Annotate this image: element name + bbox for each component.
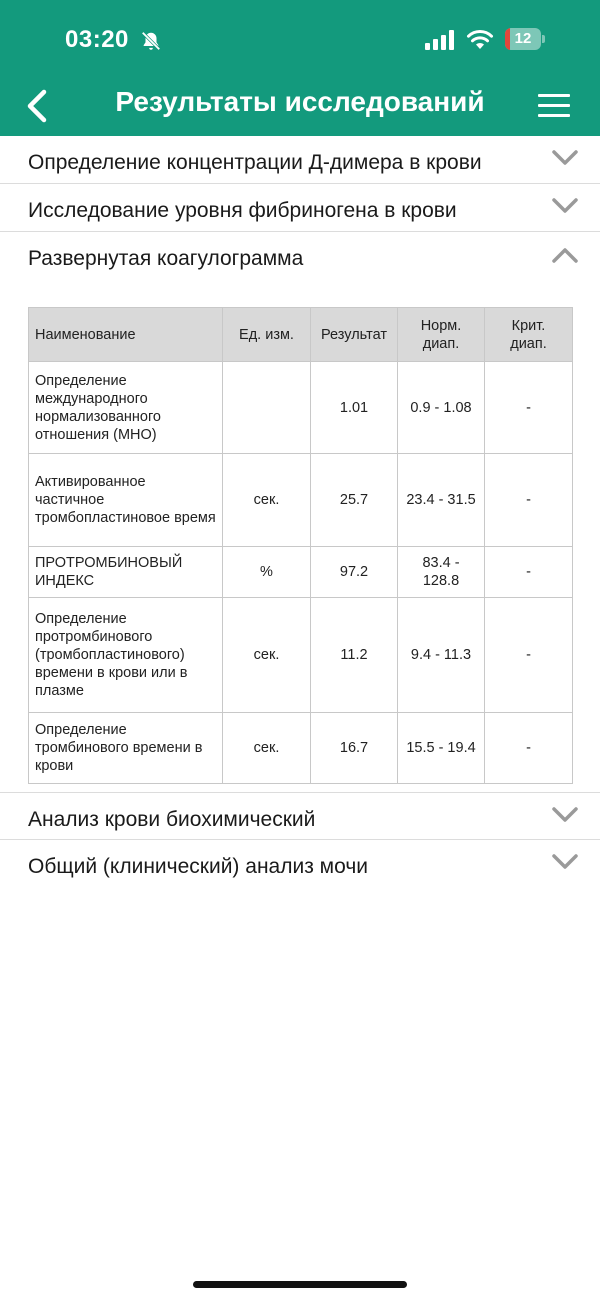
cell-unit: сек. xyxy=(223,454,311,547)
cell-crit: - xyxy=(485,713,573,784)
cell-result: 25.7 xyxy=(311,454,398,547)
cell-norm: 23.4 - 31.5 xyxy=(398,454,485,547)
wifi-icon xyxy=(466,28,494,50)
cell-crit: - xyxy=(485,547,573,598)
hamburger-menu-icon[interactable] xyxy=(538,92,574,120)
cellular-signal-icon xyxy=(424,30,456,50)
cell-crit: - xyxy=(485,362,573,454)
page-title: Результаты исследований xyxy=(115,86,485,117)
battery-level: 12 xyxy=(514,30,532,47)
column-header-norm: Норм. диап. xyxy=(398,308,485,362)
results-table xyxy=(28,307,573,784)
column-header-unit: Ед. изм. xyxy=(223,308,311,362)
table-row xyxy=(29,713,573,784)
home-indicator[interactable] xyxy=(193,1281,407,1288)
chevron-down-icon[interactable] xyxy=(550,850,580,872)
cell-name: Определение тромбинового времени в крови xyxy=(29,713,223,784)
chevron-down-icon[interactable] xyxy=(550,803,580,825)
cell-name: Активированное частичное тромбопластиновое время xyxy=(29,454,223,547)
section-d-dimer[interactable] xyxy=(0,136,600,184)
column-header-name: Наименование xyxy=(29,308,223,362)
chevron-down-icon[interactable] xyxy=(550,194,580,216)
cell-norm: 0.9 - 1.08 xyxy=(398,362,485,454)
cell-norm: 15.5 - 19.4 xyxy=(398,713,485,784)
section-biochemistry[interactable] xyxy=(0,793,600,840)
cell-norm: 9.4 - 11.3 xyxy=(398,598,485,713)
section-title: Анализ крови биохимический xyxy=(28,808,316,831)
status-time: 03:20 xyxy=(65,26,129,53)
bell-slash-icon xyxy=(140,30,162,52)
battery-charging-icon xyxy=(505,28,545,50)
cell-crit: - xyxy=(485,598,573,713)
cell-name: Определение международного нормализованного отношения (МНО) xyxy=(29,362,223,454)
table-row xyxy=(29,547,573,598)
section-urinalysis[interactable] xyxy=(0,840,600,888)
table-header-row xyxy=(29,308,573,362)
cell-name: Определение протромбинового (тромбопластинового) времени в крови или в плазме xyxy=(29,598,223,713)
table-row xyxy=(29,598,573,713)
section-title: Определение концентрации Д-димера в крови xyxy=(28,151,482,174)
chevron-down-icon[interactable] xyxy=(550,146,580,168)
cell-unit xyxy=(223,362,311,454)
chevron-up-icon[interactable] xyxy=(550,244,580,266)
cell-result: 11.2 xyxy=(311,598,398,713)
section-title: Развернутая коагулограмма xyxy=(28,247,304,270)
column-header-crit: Крит. диап. xyxy=(485,308,573,362)
app-header xyxy=(0,0,600,136)
cell-unit: % xyxy=(223,547,311,598)
cell-result: 16.7 xyxy=(311,713,398,784)
cell-crit: - xyxy=(485,454,573,547)
cell-norm: 83.4 - 128.8 xyxy=(398,547,485,598)
section-title: Общий (клинический) анализ мочи xyxy=(28,855,368,878)
cell-result: 1.01 xyxy=(311,362,398,454)
cell-unit: сек. xyxy=(223,713,311,784)
table-row xyxy=(29,454,573,547)
section-title: Исследование уровня фибриногена в крови xyxy=(28,199,457,222)
cell-result: 97.2 xyxy=(311,547,398,598)
section-fibrinogen[interactable] xyxy=(0,184,600,232)
cell-name: ПРОТРОМБИНОВЫЙ ИНДЕКС xyxy=(29,547,223,598)
table-row xyxy=(29,362,573,454)
cell-unit: сек. xyxy=(223,598,311,713)
back-button[interactable] xyxy=(20,84,56,128)
column-header-result: Результат xyxy=(311,308,398,362)
